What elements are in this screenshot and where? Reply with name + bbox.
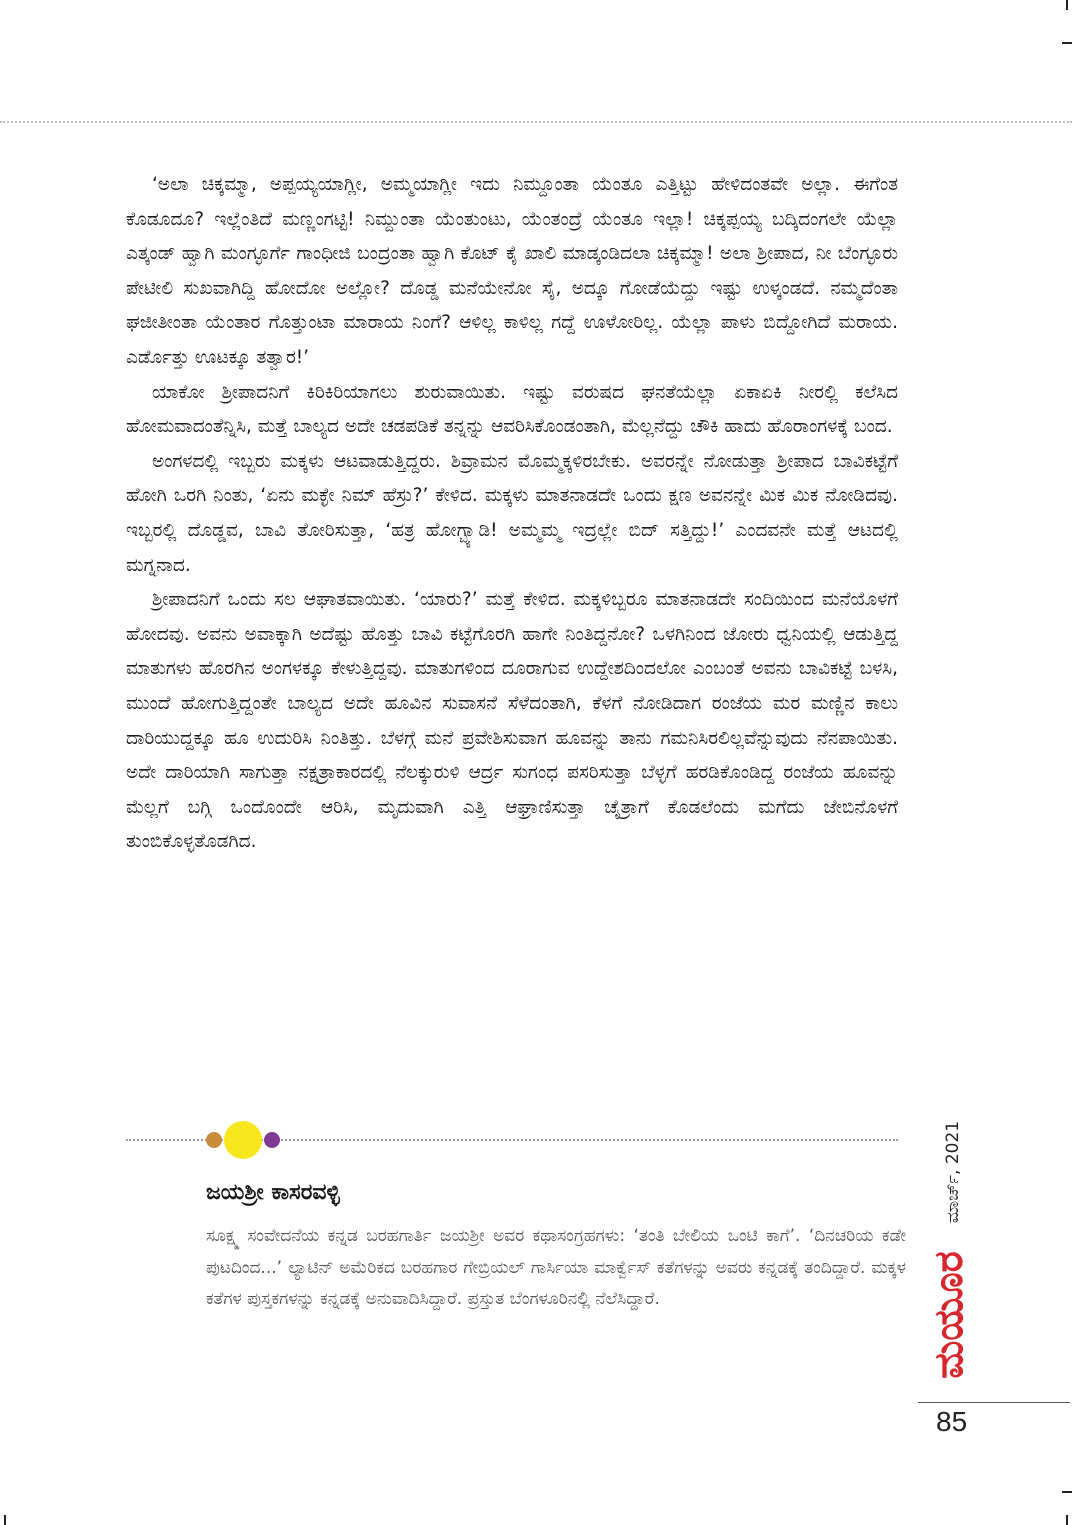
story-paragraph: ಶ್ರೀಪಾದನಿಗೆ ಒಂದು ಸಲ ಆಘಾತವಾಯಿತು. ‘ಯಾರು?’ ಮತ್ತೆ ಕೇಳಿದ. ಮಕ್ಕಳಿಬ್ಬರೂ ಮಾತನಾಡದೇ ಸಂದಿಯಿಂದ ಮನೆಯೊಳಗೆ ಹೋದವು. ಅವನು ಅವಾಕ್ಕಾಗಿ ಅದೆಷ್ಟು ಹೊತ್ತು ಬಾವಿ ಕಟ್ಟೆಗೊರಗಿ ಹಾಗೇ ನಿಂತಿದ್ದನೋ? ಒಳಗಿನಿಂದ ಜೋರು ಧ್ವನಿಯಲ್ಲಿ ಆಡುತ್ತಿದ್ದ ಮಾತುಗಳು ಹೊರಗಿನ ಅಂಗಳಕ್ಕೂ ಕೇಳುತ್ತಿದ್ದವು. ಮಾತುಗಳಿಂದ ದೂರಾಗುವ ಉದ್ದೇಶದಿಂದಲೋ ಎಂಬಂತೆ ಅವನು ಬಾವಿಕಟ್ಟೆ ಬಳಸಿ, ಮುಂದೆ ಹೋಗುತ್ತಿದ್ದಂತೇ ಬಾಲ್ಯದ ಅದೇ ಹೂವಿನ ಸುವಾಸನೆ ಸೆಳೆದಂತಾಗಿ, ಕೆಳಗೆ ನೋಡಿದಾಗ ರಂಜೆಯ ಮರ ಮಣ್ಣಿನ ಕಾಲು ದಾರಿಯುದ್ದಕ್ಕೂ ಹೂ ಉದುರಿಸಿ ನಿಂತಿತ್ತು. ಬೆಳಗ್ಗೆ ಮನೆ ಪ್ರವೇಶಿಸುವಾಗ ಹೂವನ್ನು ತಾನು ಗಮನಿಸಿರಲಿಲ್ಲವೆನ್ನುವುದು ನೆನಪಾಯಿತು. ಅದೇ ದಾರಿಯಾಗಿ ಸಾಗುತ್ತಾ ನಕ್ಷತ್ರಾಕಾರದಲ್ಲಿ ನೆಲಕ್ಕುರುಳಿ ಆರ್ದ್ರ ಸುಗಂಧ ಪಸರಿಸುತ್ತಾ ಬೆಳ್ಳಗೆ ಹರಡಿಕೊಂಡಿದ್ದ ರಂಜೆಯ ಹೂವನ್ನು ಮೆಲ್ಲಗೆ ಬಗ್ಗಿ ಒಂದೊಂದೇ ಆರಿಸಿ, ಮೃದುವಾಗಿ ಎತ್ತಿ ಆಘ್ರಾಣಿಸುತ್ತಾ ಚೈತ್ರಾಗೆ ಕೊಡಲೆಂದು ಮಗೆದು ಜೇಬಿನೊಳಗೆ ತುಂಬಿಕೊಳ್ಳತೊಡಗಿದ.	[126, 589, 898, 853]
story-paragraph: ‘ಅಲಾ ಚಿಕ್ಕಮ್ಮಾ, ಅಪ್ಪಯ್ಯಯಾಗ್ಲೀ, ಅಮ್ಮಯಾಗ್ಲೀ ಇದು ನಿಮ್ದೂಂತಾ ಯೆಂತೂ ಎತ್ತಿಟ್ಟು ಹೇಳಿದಂತವೇ ಅಲ್ಲಾ. ಈಗೆಂತ ಕೊಡೂದೂ? ಇಲ್ಲೆಂತಿದೆ ಮಣ್ಣಂಗಟ್ಟಿ! ನಿಮ್ದುಂತಾ ಯೆಂತುಂಟು, ಯೆಂತಂದ್ರೆ ಯೆಂತೂ ಇಲ್ಲಾ! ಚಿಕ್ಕಪ್ಪಯ್ಯ ಬದ್ಕಿದಂಗಲೇ ಯೆಲ್ಲಾ ಎತ್ಕಂಡ್ ಹ್ವಾಗಿ ಮಂಗ್ಳೂರ್ಗೆ ಗಾಂಧೀಜಿ ಬಂದ್ರಂತಾ ಹ್ವಾಗಿ ಕೊಟ್ ಕೈ ಖಾಲಿ ಮಾಡ್ಕಂಡಿದಲಾ ಚಿಕ್ಕಮ್ಮಾ! ಅಲಾ ಶ್ರೀಪಾದ, ನೀ ಬೆಂಗ್ಳೂರು ಪೇಟೀಲಿ ಸುಖವಾಗಿದ್ದಿ ಹೋದೋ ಅಲ್ಲೋ? ದೊಡ್ಡ ಮನೆಯೇನೋ ಸೈ, ಅದ್ಕೂ ಗೋಡೆಯೆದ್ದು ಇಷ್ಟು ಉಳ್ಕಂಡದೆ. ನಮ್ಮದೆಂತಾ ಘಜೀತೀಂತಾ ಯೆಂತಾರ ಗೊತ್ತುಂಟಾ ಮಾರಾಯ ನಿಂಗೆ? ಆಳಿಲ್ಲ ಕಾಳಿಲ್ಲ ಗದ್ದೆ ಊಳೋರಿಲ್ಲ. ಯೆಲ್ಲಾ ಪಾಳು ಬಿದ್ದೋಗಿದೆ ಮರಾಯ. ಎರ್ಡೊತ್ತು ಊಟಕ್ಕೂ ತತ್ವಾರ!’	[126, 174, 898, 368]
crop-mark-top-right	[1066, 0, 1068, 10]
divider-dot-center	[224, 1121, 262, 1159]
divider-dot-left	[206, 1132, 222, 1148]
magazine-name: ಮಯೂರ	[926, 1251, 972, 1379]
page-number-rule	[918, 1402, 1070, 1403]
issue-date-text: ಮಾರ್ಚ್, 2021	[943, 1120, 963, 1224]
author-name: ಜಯಶ್ರೀ ಕಾಸರವಳ್ಳಿ	[206, 1180, 340, 1205]
author-bio: ಸೂಕ್ಷ್ಮ ಸಂವೇದನೆಯ ಕನ್ನಡ ಬರಹಗಾರ್ತಿ ಜಯಶ್ರೀ ಅವರ ಕಥಾಸಂಗ್ರಹಗಳು: ‘ತಂತಿ ಬೇಲಿಯ ಒಂಟಿ ಕಾಗೆ’. ‘ದಿನಚರಿಯ ಕಡೇ ಪುಟದಿಂದ...’ ಲ್ಯಾಟಿನ್ ಅಮೆರಿಕದ ಬರಹಗಾರ ಗೇಬ್ರಿಯಲ್ ಗಾರ್ಸಿಯಾ ಮಾರ್ಕ್ವೆಸ್ ಕತೆಗಳನ್ನು ಅವರು ಕನ್ನಡಕ್ಕೆ ತಂದಿದ್ದಾರೆ. ಮಕ್ಕಳ ಕತೆಗಳ ಪುಸ್ತಕಗಳನ್ನು ಕನ್ನಡಕ್ಕೆ ಅನುವಾದಿಸಿದ್ದಾರೆ. ಪ್ರಸ್ತುತ ಬೆಂಗಳೂರಿನಲ್ಲಿ ನೆಲೆಸಿದ್ದಾರೆ.	[206, 1226, 906, 1309]
page-number: 85	[936, 1406, 968, 1437]
issue-date	[938, 1092, 968, 1252]
story-paragraph: ಯಾಕೋ ಶ್ರೀಪಾದನಿಗೆ ಕಿರಿಕಿರಿಯಾಗಲು ಶುರುವಾಯಿತು. ಇಷ್ಟು ವರುಷದ ಘನತೆಯೆಲ್ಲಾ ಏಕಾಏಕಿ ನೀರಲ್ಲಿ ಕಲೆಸಿದ ಹೋಮವಾದಂತೆನ್ನಿಸಿ, ಮತ್ತೆ ಬಾಲ್ಯದ ಅದೇ ಚಡಪಡಿಕೆ ತನ್ನನ್ನು ಆವರಿಸಿಕೊಂಡಂತಾಗಿ, ಮೆಲ್ಲನೆದ್ದು ಚೌಕಿ ಹಾದು ಹೊರಾಂಗಳಕ್ಕೆ ಬಂದ.	[126, 381, 898, 438]
story-paragraph: ಅಂಗಳದಲ್ಲಿ ಇಬ್ಬರು ಮಕ್ಕಳು ಆಟವಾಡುತ್ತಿದ್ದರು. ಶಿವ್ರಾಮನ ಮೊಮ್ಮಕ್ಕಳಿರಬೇಕು. ಅವರನ್ನೇ ನೋಡುತ್ತಾ ಶ್ರೀಪಾದ ಬಾವಿಕಟ್ಟೆಗೆ ಹೋಗಿ ಒರಗಿ ನಿಂತು, ‘ಏನು ಮಕ್ಳೇ ನಿಮ್ ಹೆಸ್ರು?’ ಕೇಳಿದ. ಮಕ್ಕಳು ಮಾತನಾಡದೇ ಒಂದು ಕ್ಷಣ ಅವನನ್ನೇ ಮಿಕ ಮಿಕ ನೋಡಿದವು. ಇಬ್ಬರಲ್ಲಿ ದೊಡ್ಡವ, ಬಾವಿ ತೋರಿಸುತ್ತಾ, ‘ಹತ್ರ ಹೋಗ್ಬ್ಯಾಡಿ! ಅಮ್ಮಮ್ಮ ಇದ್ರಲ್ಲೇ ಬಿದ್ ಸತ್ತಿದ್ದು!’ ಎಂದವನೇ ಮತ್ತೆ ಆಟದಲ್ಲಿ ಮಗ್ನನಾದ.	[126, 450, 898, 576]
story-body	[126, 168, 898, 860]
magazine-masthead	[926, 1236, 972, 1394]
crop-mark-right-lower	[1062, 1491, 1072, 1493]
section-divider	[126, 1120, 898, 1160]
divider-dot-right	[264, 1132, 280, 1148]
crop-mark-right-upper	[1062, 42, 1072, 44]
header-dotted-rule	[0, 121, 1072, 123]
crop-mark-bottom-left	[4, 1515, 6, 1525]
crop-mark-bottom-right	[1066, 1515, 1068, 1525]
author-box	[206, 1173, 906, 1316]
